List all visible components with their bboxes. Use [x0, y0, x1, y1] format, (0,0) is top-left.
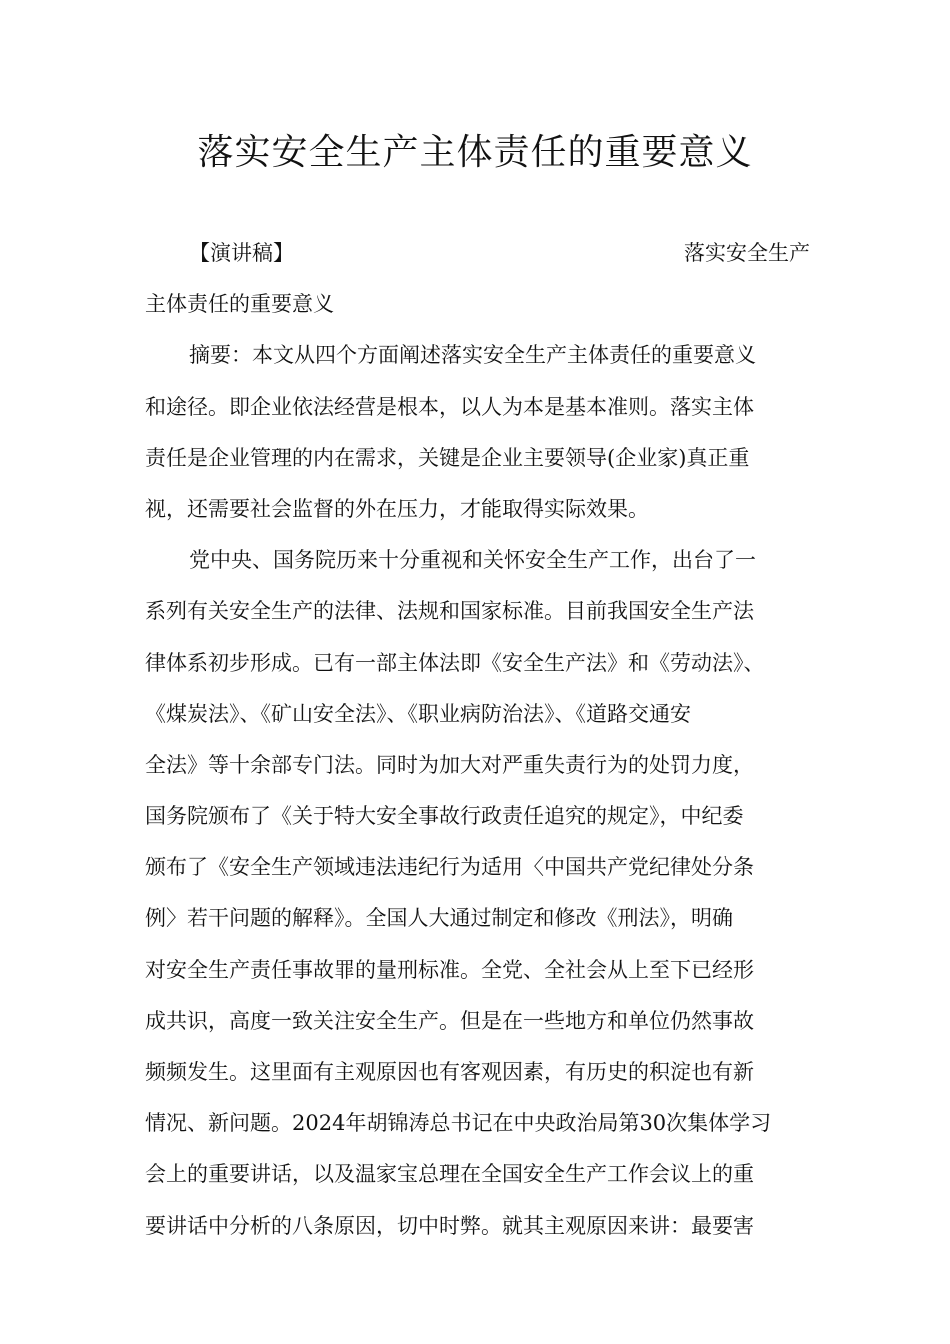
paragraph-line: 党中央、国务院历来十分重视和关怀安全生产工作，出台了一 [189, 548, 756, 573]
paragraph-line: 颁布了《安全生产领域违法违纪行为适用〈中国共产党纪律处分条 [145, 855, 754, 880]
abstract-line: 摘要：本文从四个方面阐述落实安全生产主体责任的重要意义 [189, 343, 756, 368]
paragraph-line: 国务院颁布了《关于特大安全事故行政责任追究的规定》，中纪委 [145, 804, 744, 829]
paragraph-line: 成共识，高度一致关注安全生产。但是在一些地方和单位仍然事故 [145, 1008, 754, 1033]
paragraph [145, 535, 810, 1252]
speech-tag: 【演讲稿】 [189, 241, 294, 265]
paragraph-line: 频频发生。这里面有主观原因也有客观因素，有历史的积淀也有新 [145, 1060, 754, 1084]
header-continuation: 主体责任的重要意义 [145, 292, 334, 317]
abstract [145, 330, 810, 535]
paragraph-line: 例〉若干问题的解释》。全国人大通过制定和修改《刑法》，明确 [145, 906, 733, 931]
header-line [145, 228, 810, 279]
paragraph-line: 要讲话中分析的八条原因，切中时弊。就其主观原因来讲：最要害 [145, 1213, 754, 1238]
paragraph-line: 《煤炭法》、《矿山安全法》、《职业病防治法》、《道路交通安 [145, 701, 691, 726]
document-body [145, 228, 810, 1252]
document-title: 落实安全生产主体责任的重要意义 [197, 132, 753, 173]
paragraph-line: 对安全生产责任事故罪的量刑标准。全党、全社会从上至下已经形 [145, 957, 754, 982]
paragraph-line: 系列有关安全生产的法律、法规和国家标准。目前我国安全生产法 [145, 599, 754, 624]
abstract-line: 和途径。即企业依法经营是根本，以人为本是基本准则。落实主体 [145, 394, 754, 419]
header-right-text: 落实安全生产 [684, 241, 810, 265]
paragraph-line: 会上的重要讲话，以及温家宝总理在全国安全生产工作会议上的重 [145, 1162, 754, 1187]
abstract-line: 视，还需要社会监督的外在压力，才能取得实际效果。 [145, 496, 649, 521]
paragraph-line: 全法》等十余部专门法。同时为加大对严重失责行为的处罚力度， [145, 752, 754, 777]
paragraph-line: 律体系初步形成。已有一部主体法即《安全生产法》和《劳动法》、 [145, 650, 765, 675]
abstract-line: 责任是企业管理的内在需求，关键是企业主要领导(企业家)真正重 [145, 445, 750, 470]
paragraph-line: 情况、新问题。2024年胡锦涛总书记在中央政治局第30次集体学习 [145, 1111, 772, 1136]
